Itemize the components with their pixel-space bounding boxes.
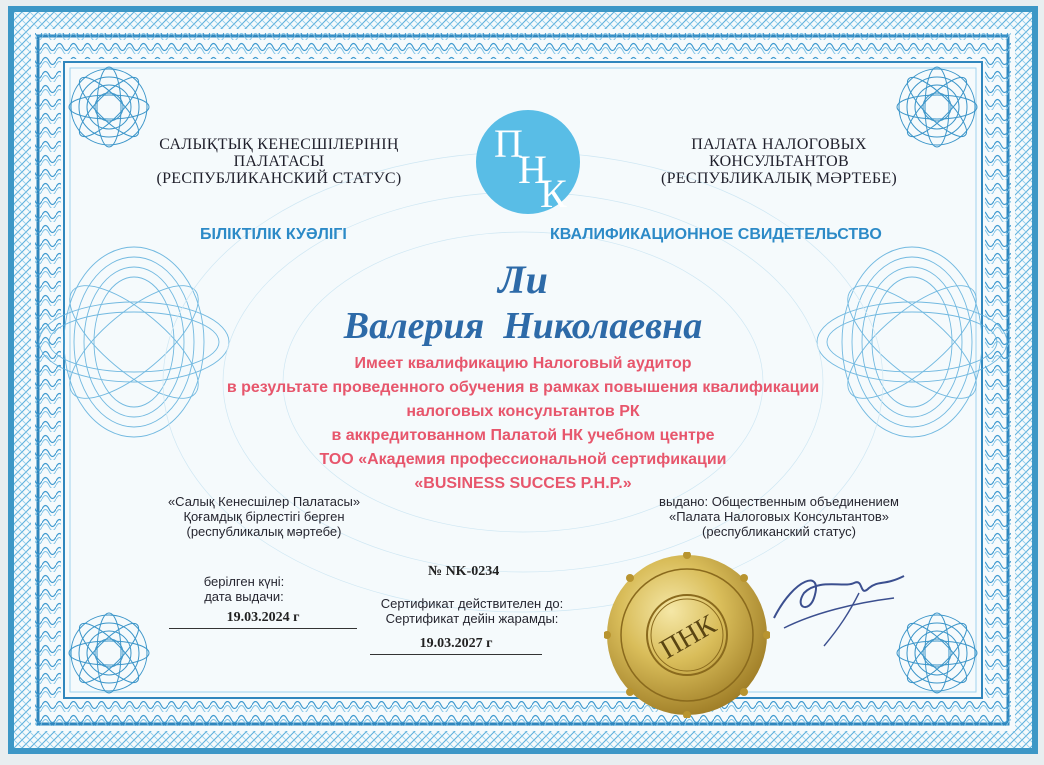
issue-label-ru: дата выдачи:	[204, 589, 284, 604]
body-line2: в результате проведенного обучения в рамках повышения квалификации	[226, 379, 820, 396]
issuer-right-block	[634, 494, 924, 539]
gold-seal	[604, 552, 770, 718]
title-kazakh: БІЛІКТІЛІК КУӘЛІГІ	[200, 226, 347, 243]
header-right-line1: ПАЛАТА НАЛОГОВЫХ	[691, 136, 867, 153]
body-line1: Имеет квалификацию Налоговый аудитор	[354, 355, 692, 372]
signature	[764, 558, 914, 648]
issuer-left-line1: «Салық Кенесшілер Палатасы»	[167, 494, 361, 509]
body-line6: «BUSINESS SUCCES P.H.P.»	[414, 475, 632, 492]
title-russian: КВАЛИФИКАЦИОННОЕ СВИДЕТЕЛЬСТВО	[550, 226, 882, 243]
header-left-line1: САЛЫҚТЫҚ КЕНЕСШІЛЕРІНІҢ	[159, 136, 399, 153]
header-right-line2: КОНСУЛЬТАНТОВ	[709, 153, 849, 170]
validity-labels	[370, 596, 574, 626]
holder-surname: Ли	[498, 257, 548, 302]
valid-date-value: 19.03.2027 г	[370, 636, 542, 655]
logo-letter-n: Н	[518, 147, 547, 192]
header-right-line3: (РЕСПУБЛИКАЛЫҚ МӘРТЕБЕ)	[660, 170, 898, 187]
issuer-left-line3: (республикалық мәртебе)	[186, 524, 342, 539]
certificate	[8, 6, 1038, 754]
seal-center-text: ПНК	[654, 608, 722, 666]
issuer-right-line1: выдано: Общественным объединением	[659, 494, 899, 509]
issue-date-value: 19.03.2024 г	[169, 610, 357, 629]
logo-letter-p: П	[494, 121, 523, 166]
header-left-block	[154, 136, 404, 187]
body-line5: ТОО «Академия профессиональной сертификации	[319, 451, 727, 468]
issue-date-labels	[174, 574, 314, 604]
logo-letter-k: К	[540, 171, 567, 216]
header-right-block	[654, 136, 904, 187]
header-left-line2: ПАЛАТАСЫ	[233, 153, 325, 170]
valid-label-ru: Сертификат действителен до:	[380, 596, 564, 611]
pnk-logo	[476, 110, 580, 214]
body-line4: в аккредитованном Палатой НК учебном центре	[331, 427, 715, 444]
issuer-right-line3: (республиканский статус)	[702, 524, 856, 539]
issuer-right-line2: «Палата Налоговых Консультантов»	[668, 509, 890, 524]
valid-label-kz: Сертификат дейін жарамды:	[385, 611, 559, 626]
holder-given-names: Валерия Николаевна	[343, 305, 703, 347]
issuer-left-block	[144, 494, 384, 539]
issue-label-kz: берілген күні:	[203, 574, 285, 589]
issuer-left-line2: Қоғамдық бірлестігі берген	[183, 509, 345, 524]
body-line3: налоговых консультантов РК	[406, 403, 640, 420]
header-left-line3: (РЕСПУБЛИКАНСКИЙ СТАТУС)	[156, 170, 402, 187]
certificate-number: № NK-0234	[428, 564, 500, 579]
